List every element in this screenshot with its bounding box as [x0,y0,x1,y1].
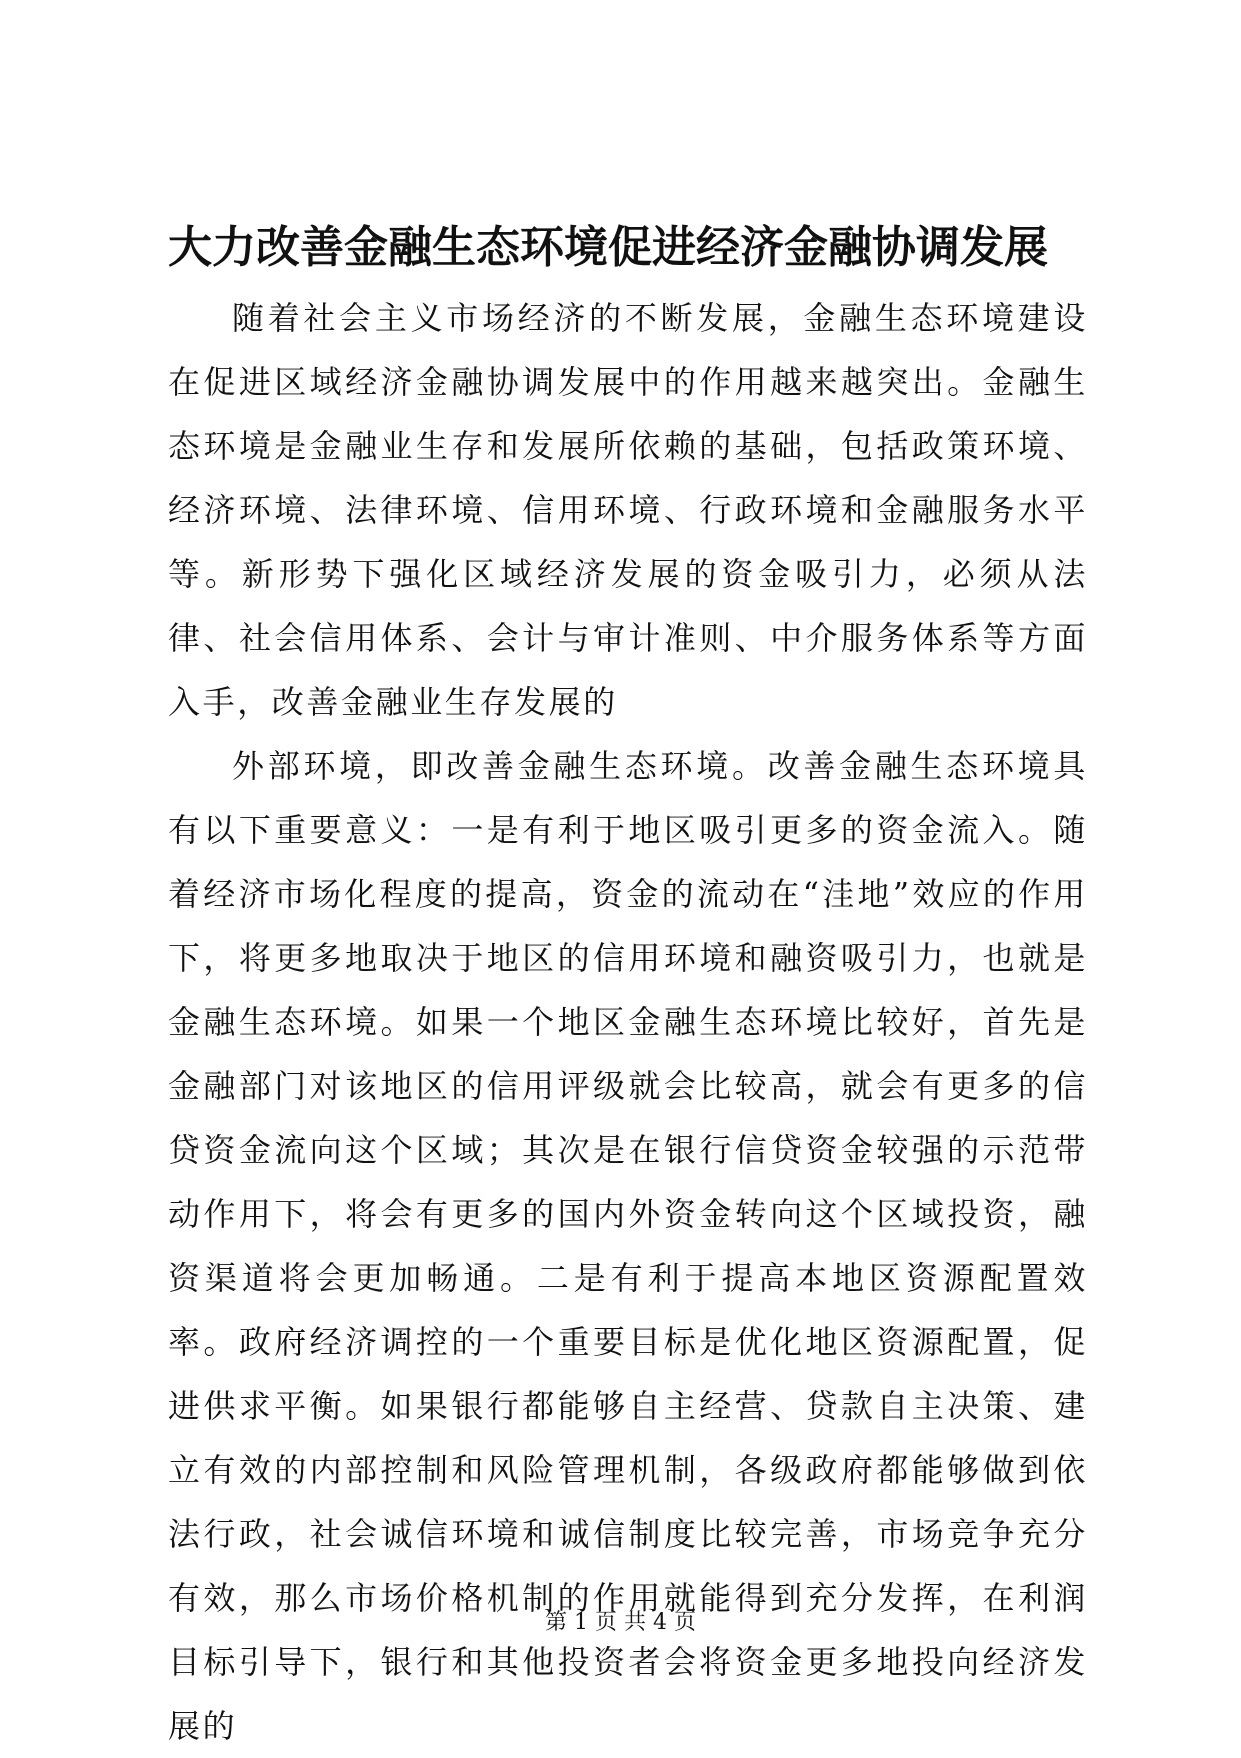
paragraph-1: 随着社会主义市场经济的不断发展，金融生态环境建设在促进区域经济金融协调发展中的作用越来越突出。金融生态环境是金融业生存和发展所依赖的基础，包括政策环境、经济环境、法律环境、信用环境、行政环境和金融服务水平等。新形势下强化区域经济发展的资金吸引力，必须从法律、社会信用体系、会计与审计准则、中介服务体系等方面入手，改善金融业生存发展的 [168,299,1088,721]
page-footer: 第 1 页 共 4 页 [545,1610,696,1635]
paragraph-2: 外部环境，即改善金融生态环境。改善金融生态环境具有以下重要意义：一是有利于地区吸引更多的资金流入。随着经济市场化程度的提高，资金的流动在“洼地”效应的作用下，将更多地取决于地区的信用环境和融资吸引力，也就是金融生态环境。如果一个地区金融生态环境比较好，首先是金融部门对该地区的信用评级就会比较高，就会有更多的信贷资金流向这个区域；其次是在银行信贷资金较强的示范带动作用下，将会有更多的国内外资金转向这个区域投资，融资渠道将会更加畅通。二是有利于提高本地区资源配置效率。政府经济调控的一个重要目标是优化地区资源配置，促进供求平衡。如果银行都能够自主经营、贷款自主决策、建立有效的内部控制和风险管理机制，各级政府都能够做到依法行政，社会诚信环境和诚信制度比较完善，市场竞争充分有效，那么市场价格机制的作用就能得到充分发挥，在利润目标引导下，银行和其他投资者会将资金更多地投向经济发展的 [168,747,1088,1745]
document-body [168,286,1088,1758]
document-title: 大力改善金融生态环境促进经济金融协调发展 [168,222,1048,273]
